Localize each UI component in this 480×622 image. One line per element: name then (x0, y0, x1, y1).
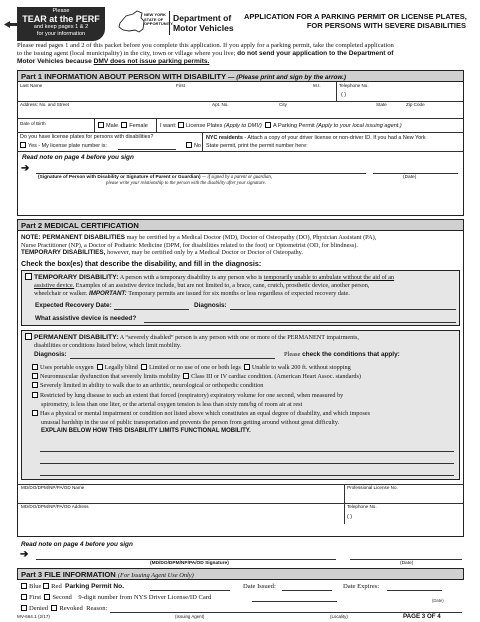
temp-line-3-text: wheelchair or walker. (34, 290, 88, 297)
divider (18, 118, 463, 119)
no-plates-option (186, 142, 201, 149)
parking-permit-label: A Parking Permit (273, 123, 315, 129)
explain-input-1[interactable] (40, 443, 454, 452)
note-line-1-text: may be certified by a Medical Doctor (MD), Doctor of Osteopathy (DO), Physician Assistant (PA), (126, 234, 377, 241)
recovery-date-input[interactable] (114, 303, 189, 310)
plate-number-input[interactable] (118, 142, 176, 150)
temp-diagnosis-input[interactable] (230, 303, 456, 310)
part2-note (21, 234, 461, 257)
important-label: IMPORTANT: (88, 290, 127, 297)
md-date-field[interactable] (350, 551, 462, 560)
part1-signature-field[interactable] (36, 165, 366, 174)
logo-small-2: STATE OF (144, 16, 164, 22)
md-sign-arrow-icon: ➔ (20, 549, 29, 560)
parking-permit-checkbox[interactable] (265, 122, 271, 128)
temporary-disability-box (21, 270, 460, 326)
neuromuscular-checkbox[interactable] (32, 373, 38, 379)
yes-plates-checkbox[interactable] (20, 142, 26, 148)
legally-blind-checkbox[interactable] (97, 364, 103, 370)
part1-heading-text: Part 1 INFORMATION ABOUT PERSON WITH DISABILITY (21, 72, 226, 81)
perm-label: PERMANENT DISABILITY: (34, 334, 119, 341)
second-label: Second (52, 594, 72, 601)
part1-section (17, 70, 464, 216)
part1-heading-note: — (Please print and sign by the arrow.) (228, 74, 347, 81)
license-plates-checkbox[interactable] (178, 122, 184, 128)
state-label: State (376, 102, 387, 107)
arthritic-checkbox[interactable] (32, 382, 38, 388)
condition-row-3 (32, 381, 370, 390)
part1-signature-caption (38, 175, 272, 180)
divider (344, 484, 345, 524)
red-checkbox[interactable] (43, 583, 49, 589)
date-expires-input[interactable] (387, 583, 442, 591)
temp-label: TEMPORARY DISABILITY: (34, 274, 119, 281)
red-label: Red (51, 583, 62, 590)
first-checkbox[interactable] (21, 594, 27, 600)
lung-disease-label: Restricted by lung disease to such an extent that forced (respiratory) expiratory volume for one second, when measured by (40, 391, 344, 399)
part3-row-2 (21, 594, 211, 601)
neuromuscular-label: Neuromuscular dysfunction that severely limits mobility (40, 373, 181, 381)
temporary-disability-checkbox[interactable] (25, 273, 32, 280)
condition-row-4 (32, 391, 370, 400)
unable-walk-checkbox[interactable] (244, 364, 250, 370)
limited-legs-checkbox[interactable] (141, 364, 147, 370)
tear-perf-tab (17, 7, 105, 41)
condition-row-5 (32, 409, 370, 418)
tab-line-2: TEAR at the PERF (22, 13, 100, 24)
prof-license-input[interactable] (347, 491, 459, 501)
sign-arrow-icon: ➔ (21, 163, 30, 174)
perm-diagnosis-label: Diagnosis: (34, 351, 67, 358)
logo-dept-2: Motor Vehicles (173, 23, 234, 33)
cardiac-label: Class III or IV cardiac condition. (American Heart Assoc. standards) (191, 373, 361, 381)
zip-input[interactable] (406, 108, 461, 117)
second-checkbox[interactable] (44, 594, 50, 600)
logo-small-3: OPPORTUNITY. (144, 21, 174, 27)
have-plates-question: Do you have license plates for persons with disabilities? (20, 134, 154, 140)
portable-oxygen-checkbox[interactable] (32, 364, 38, 370)
md-signature-caption: (MD/DO/DPM/NP/PA/OD Signature) (150, 561, 229, 566)
arthritic-label: Severely limited in ability to walk due to an arthritic, neurological or orthopedic condition (40, 382, 264, 390)
blue-checkbox[interactable] (21, 583, 27, 589)
male-checkbox[interactable] (98, 122, 104, 128)
denied-checkbox[interactable] (21, 605, 27, 611)
temp-line-1 (25, 273, 394, 282)
reason-label: Reason: (86, 605, 108, 612)
no-plates-label: No (194, 143, 201, 149)
check-conditions-text: check the conditions that apply: (302, 351, 400, 358)
md-name-input[interactable] (21, 491, 339, 501)
tab-line-3: and keep pages 1 & 2 (33, 23, 89, 30)
temp-bold: TEMPORARY DISABILITIES, (21, 249, 106, 257)
title-line-1: APPLICATION FOR A PARKING PERMIT OR LICENSE PLATES, (244, 12, 467, 21)
intro-line-2-bold: do not send your application to the Department of (237, 50, 394, 57)
nine-digit-input[interactable] (252, 594, 337, 602)
perm-intro (25, 333, 359, 350)
perm-line-1-text: A “severely disabled” person is any person with one or more of the PERMANENT impairments, (119, 334, 359, 341)
apt-label: Apt. No. (212, 102, 229, 107)
divider (18, 132, 463, 133)
perm-line-1 (25, 333, 359, 342)
logo-dept-1: Department of (173, 13, 232, 23)
divider (156, 118, 157, 132)
nyc-note-line-1 (206, 134, 426, 142)
state-input[interactable] (376, 108, 401, 117)
nys-logo (117, 9, 234, 37)
part1-read-note: Read note on page 4 before you sign (22, 154, 134, 161)
md-name-label: MD/DO/DPM/NP/PA/OD Name (21, 485, 85, 490)
part1-date-label: (Date) (403, 175, 417, 180)
recovery-date-label: Expected Recovery Date: (35, 302, 112, 309)
intro-line-1: Please read pages 1 and 2 of this packet before you complete this application. If you apply for a parking permit, take the completed application (17, 42, 394, 49)
permanent-disability-box (21, 330, 460, 480)
md-signature-field[interactable] (36, 551, 336, 560)
condition-row-1 (32, 363, 370, 372)
title-line-2: FOR PERSONS WITH SEVERE DISABILITIES (306, 21, 466, 30)
license-plates-label: License Plates (186, 123, 223, 129)
temp-line-2-underlined: assistive device. (34, 282, 75, 289)
md-telephone-parens: ( ) (347, 514, 353, 520)
check-boxes-heading: Check the box(es) that describe the disability, and fill in the diagnosis: (21, 259, 262, 268)
nyc-text-2: State permit, print the permit number here: (206, 143, 308, 149)
dmv-no-permits: DMV does not issue parking permits. (93, 58, 210, 65)
assistive-device-label: What assistive device is needed? (35, 315, 137, 322)
nyc-residents-bold: NYC residents (206, 135, 243, 141)
note-line-1 (21, 234, 461, 242)
md-date-label: (Date) (400, 561, 414, 566)
telephone-parens: ( ) (341, 92, 347, 98)
md-address-label: MD/DO/DPM/NP/PA/OD Address (21, 504, 89, 509)
part2-section (17, 219, 464, 537)
explain-input-3[interactable] (40, 467, 454, 476)
apply-dmv-note: (Apply to DMV) (224, 123, 262, 129)
sig-note: — if signed by a parent or guardian, (201, 175, 272, 180)
intro-line-3 (17, 58, 467, 66)
temp-line-3 (25, 290, 394, 298)
part1-heading (18, 71, 463, 82)
part3-row-3 (21, 605, 107, 612)
temp-diagnosis-label: Diagnosis: (194, 302, 227, 309)
female-label: Female (129, 123, 148, 129)
temp-line-3-rest: Temporary permits are issued for six months or less regardless of expected recovery date. (128, 290, 350, 297)
page-number: PAGE 3 OF 4 (403, 613, 441, 620)
part2-heading: Part 2 MEDICAL CERTIFICATION (18, 220, 463, 231)
nine-digit-label: 9-digit number from NYS Driver License/ID Card (78, 594, 212, 601)
parking-permit-no-label: Parking Permit No. (65, 583, 125, 590)
md-address-input[interactable] (21, 510, 339, 522)
new-york-state-map-icon (117, 9, 147, 37)
part3-heading-note: (For Issuing Agent Use Only) (117, 572, 194, 579)
zip-label: Zip Code (406, 102, 425, 107)
please-text: Please (284, 351, 301, 358)
locality-label: (Locality) (330, 614, 348, 619)
note-line-3 (21, 249, 461, 257)
i-want-label: I want: (160, 123, 177, 129)
assistive-device-input[interactable] (144, 316, 456, 323)
apt-input[interactable] (212, 108, 272, 117)
dob-label: Date of Birth (20, 121, 46, 126)
telephone-input[interactable] (348, 89, 458, 100)
part3-row-1 (21, 583, 124, 590)
blue-label: Blue (29, 583, 42, 590)
note-line-2: Nurse Practitioner (NP), a Doctor of Podiatric Medicine (DPM, for disabilities related to the foot) or Optometrist (OD, for blindness). (21, 241, 358, 249)
first-label: First (29, 594, 42, 601)
first-name-input[interactable] (176, 89, 306, 100)
sig-note-2: please write your relationship to the person with the disability after your signature. (106, 181, 266, 186)
part3-date-label: (Date) (432, 598, 444, 603)
part3-heading-text: Part 3 FILE INFORMATION (21, 570, 116, 579)
intro-line-2 (17, 50, 467, 58)
other-impairment-label: Has a physical or mental impairment or condition not listed above which constitutes an equal degree of disability, and which imposes (40, 410, 371, 418)
md-telephone-input[interactable] (354, 510, 459, 522)
form-number: MV-664.1 (2/17) (17, 614, 50, 619)
temp-line-2-text: Examples of an assistive device include, but are not limited to, a brace, cane, crutch, prosthetic device, another person, (75, 282, 370, 289)
last-name-input[interactable] (20, 89, 170, 100)
no-plates-checkbox[interactable] (186, 142, 192, 148)
cardiac-checkbox[interactable] (183, 373, 189, 379)
male-label: Male (106, 123, 119, 129)
yes-plates-label: Yes - My license plate number is: (28, 143, 107, 149)
part1-date-field[interactable] (373, 165, 458, 174)
perm-diagnosis-input[interactable] (70, 352, 275, 359)
intro-paragraph (17, 42, 467, 66)
divider (202, 132, 203, 151)
issuing-agent-label: (Issuing Agent) (175, 614, 205, 619)
perm-line-2: disabilities or conditions listed below, which limit mobility. (34, 342, 182, 349)
explain-input-2[interactable] (40, 455, 454, 464)
lung-disease-checkbox[interactable] (32, 392, 38, 398)
divider (18, 151, 463, 152)
date-issued-label: Date Issued: (243, 583, 276, 590)
divider (18, 101, 463, 102)
address-label: Address: No. and Street (20, 102, 70, 107)
address-input[interactable] (20, 108, 205, 117)
dmv-name (173, 13, 234, 33)
sex-options (98, 122, 148, 129)
please-check-label (284, 351, 400, 358)
last-name-label: Last Name (20, 83, 43, 88)
intro-line-3-bold: Motor Vehicles because (17, 58, 92, 65)
parking-permit-no-input[interactable] (150, 583, 230, 591)
limited-legs-label: Limited or no use of one or both legs (148, 364, 241, 371)
apply-local-note: (Apply to your local issuing agent.) (316, 123, 402, 129)
reason-input[interactable] (110, 605, 462, 613)
divider (336, 82, 337, 101)
permanent-disability-checkbox[interactable] (25, 333, 32, 340)
date-expires-label: Date Expires: (343, 583, 380, 590)
lung-disease-label-2: spirometry, is less than one liter, or the arterial oxygen tension is less than sixty mm/hg of room air at rest (41, 400, 303, 408)
female-checkbox[interactable] (121, 122, 127, 128)
have-plates-options (20, 142, 107, 149)
date-issued-input[interactable] (282, 583, 332, 591)
city-input[interactable] (279, 108, 369, 117)
explain-heading: EXPLAIN BELOW HOW THIS DISABILITY LIMITS FUNCTIONAL MOBILITY. (41, 428, 251, 435)
portable-oxygen-label: Uses portable oxygen (40, 364, 94, 371)
divider (94, 118, 95, 132)
temp-line-1-underlined: temporarily unable to ambulate without the aid of an (263, 274, 395, 281)
other-impairment-label-2: unusual hardship in the use of public transportation and prevents the person from getting around without great difficulty. (41, 419, 340, 427)
temp-line-1-text: A person with a temporary disability is any person who is (119, 274, 263, 281)
tab-line-4: for your information (36, 30, 86, 37)
temp-text (25, 273, 394, 298)
revoked-label: Revoked (59, 605, 83, 612)
other-impairment-checkbox[interactable] (32, 410, 38, 416)
conditions-list (32, 363, 370, 437)
nyc-text: - Attach a copy of your driver license or non-driver ID. If you had a New York (244, 135, 426, 141)
note-bold: NOTE: PERMANENT DISABILITIES (21, 234, 125, 241)
prof-license-label: Professional License No. (347, 485, 398, 490)
logo-small-1: NEW YORK (144, 12, 166, 17)
revoked-checkbox[interactable] (51, 605, 57, 611)
temp-line-2 (25, 282, 394, 290)
logo-divider (169, 11, 170, 35)
mi-label: M.I. (313, 83, 321, 88)
condition-row-2 (32, 372, 370, 381)
i-want-options (160, 122, 402, 129)
telephone-label: Telephone No. (339, 83, 369, 88)
md-telephone-label: Telephone No. (347, 504, 377, 509)
city-label: City (279, 102, 287, 107)
intro-line-2-text: to the issuing agent (local municipality) in the city, town or village where you live; (17, 50, 236, 57)
note-line-3-text: however, may be certified only by a Medical Doctor or Doctor of Osteopathy. (107, 249, 303, 257)
unable-walk-label: Unable to walk 200 ft. without stopping (251, 364, 351, 371)
sig-label: (Signature of Person with Disability or Signature of Parent or Guardian) (38, 175, 201, 180)
part2-read-note: Read note on page 4 before you sign (21, 541, 133, 548)
part3-heading (17, 569, 464, 580)
denied-label: Denied (29, 605, 49, 612)
perf-arrow-icon (4, 21, 18, 28)
legally-blind-label: Legally blind (104, 364, 138, 371)
nys-permit-number-input[interactable] (316, 142, 456, 150)
tab-line-1: Please (52, 8, 70, 14)
form-title (244, 12, 466, 30)
first-name-label: First (176, 83, 185, 88)
